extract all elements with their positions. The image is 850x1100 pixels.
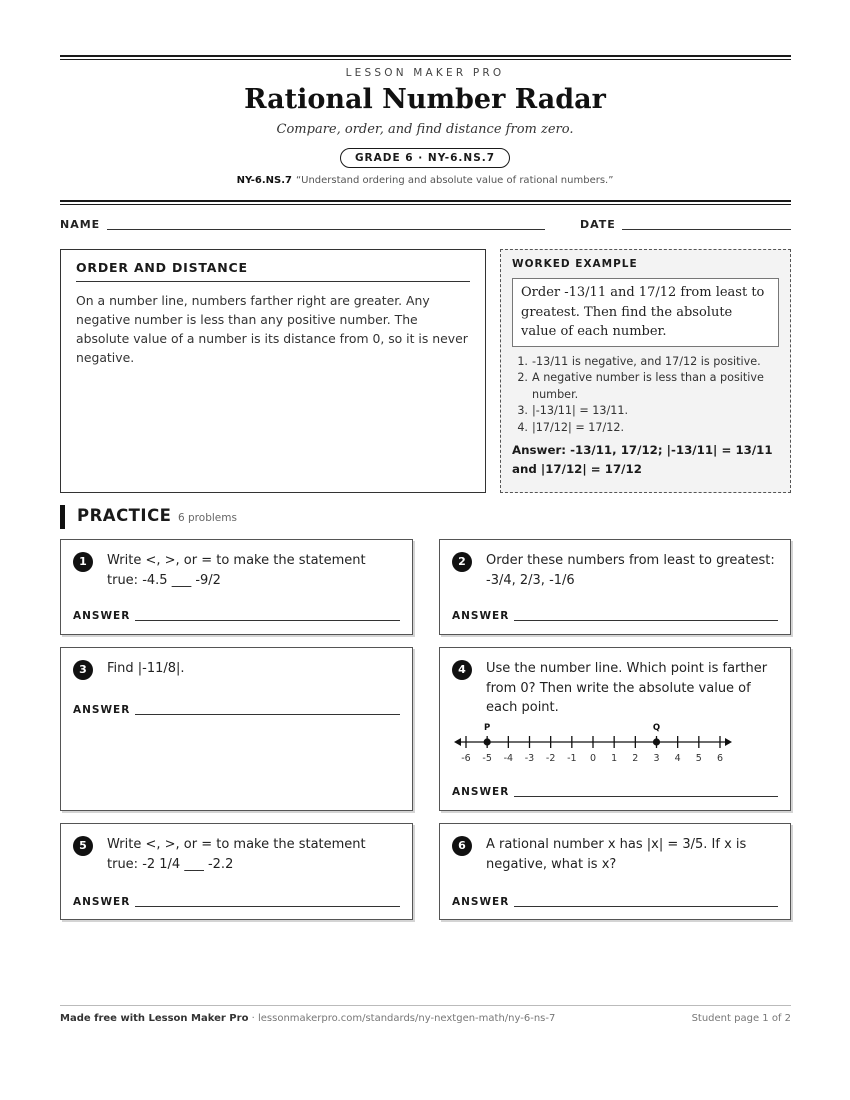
problem-card-2 bbox=[439, 539, 791, 635]
footer-page-number: Student page 1 of 2 bbox=[691, 1013, 791, 1024]
tick-label: -5 bbox=[482, 753, 492, 764]
answer-row bbox=[452, 896, 778, 910]
arrow-left-icon bbox=[454, 738, 461, 746]
answer-label: ANSWER bbox=[73, 896, 131, 908]
name-field[interactable] bbox=[107, 229, 545, 230]
worked-example-answer: Answer: -13/11, 17/12; |-13/11| = 13/11 and |17/12| = 17/12 bbox=[512, 443, 773, 476]
problem-card-3 bbox=[60, 647, 413, 811]
concept-body: On a number line, numbers farther right are greater. Any negative number is less than any positive number. The absolute value of a number is its distance from 0, so it is never negative. bbox=[76, 293, 468, 365]
problem-text: Use the number line. Which point is farther from 0? Then write the absolute value of each point. bbox=[486, 661, 768, 715]
date-label: DATE bbox=[580, 218, 616, 231]
answer-label: ANSWER bbox=[73, 610, 131, 622]
problem-number: 1 bbox=[73, 552, 93, 572]
answer-label: ANSWER bbox=[452, 786, 510, 798]
problem-card-5 bbox=[60, 823, 413, 920]
problem-card-1 bbox=[60, 539, 413, 635]
tick-label: 6 bbox=[716, 753, 724, 764]
tick-label: -2 bbox=[545, 753, 556, 764]
step-item: 3. |-13/11| = 13/11. bbox=[517, 404, 629, 417]
problem-number: 4 bbox=[452, 660, 472, 680]
practice-accent-bar bbox=[60, 505, 65, 529]
tick-label: 0 bbox=[589, 753, 597, 764]
tick-label: 3 bbox=[653, 753, 660, 764]
answer-field[interactable] bbox=[135, 714, 400, 715]
header-bottom-rule bbox=[60, 200, 791, 205]
standard-text: “Understand ordering and absolute value of rational numbers.” bbox=[295, 175, 614, 186]
number-line-point bbox=[484, 738, 491, 745]
number-line bbox=[452, 722, 742, 766]
footer-url[interactable]: · lessonmakerpro.com/standards/ny-nextgen-math/ny-6-ns-7 bbox=[251, 1013, 556, 1024]
answer-row bbox=[73, 704, 400, 718]
page-title: Rational Number Radar bbox=[244, 84, 606, 115]
problem-card-6 bbox=[439, 823, 791, 920]
answer-label: ANSWER bbox=[73, 704, 131, 716]
problem-card-4 bbox=[439, 647, 791, 811]
step-item: 2. A negative number is less than a positive number. bbox=[517, 371, 764, 401]
point-label: Q bbox=[652, 723, 661, 733]
answer-field[interactable] bbox=[514, 796, 778, 797]
concept-heading: ORDER AND DISTANCE bbox=[76, 260, 470, 282]
footer-made-with: Made free with Lesson Maker Pro bbox=[60, 1013, 249, 1024]
answer-row bbox=[73, 896, 400, 910]
answer-field[interactable] bbox=[135, 620, 400, 621]
practice-title: PRACTICE bbox=[77, 506, 172, 525]
worked-example-heading: WORKED EXAMPLE bbox=[512, 258, 638, 270]
grade-badge: GRADE 6 · NY-6.NS.7 bbox=[340, 148, 510, 168]
tick-label: 2 bbox=[632, 753, 639, 764]
worked-example-card bbox=[500, 249, 791, 493]
tick-label: -3 bbox=[524, 753, 535, 764]
problem-number: 3 bbox=[73, 660, 93, 680]
step-item: 4. |17/12| = 17/12. bbox=[517, 420, 625, 434]
problem-text: Order these numbers from least to greatest: -3/4, 2/3, -1/6 bbox=[486, 553, 775, 588]
grade-badge-wrap bbox=[0, 146, 850, 168]
page-subtitle: Compare, order, and find distance from zero. bbox=[276, 122, 574, 137]
answer-label: ANSWER bbox=[452, 896, 510, 908]
problem-text: A rational number x has |x| = 3/5. If x is negative, what is x? bbox=[486, 837, 747, 872]
tick-label: 4 bbox=[674, 753, 681, 764]
standard-code: NY-6.NS.7 bbox=[236, 175, 292, 186]
answer-row bbox=[452, 786, 778, 800]
student-fields bbox=[60, 218, 791, 232]
tick-label: -6 bbox=[461, 753, 471, 764]
arrow-right-icon bbox=[725, 738, 732, 746]
footer-rule bbox=[60, 1005, 791, 1006]
answer-field[interactable] bbox=[135, 906, 400, 907]
problem-text: Find |-11/8|. bbox=[107, 661, 185, 676]
tick-label: 5 bbox=[695, 753, 702, 764]
problem-text: Write <, >, or = to make the statement true: -4.5 ___ -9/2 bbox=[107, 553, 366, 588]
point-label: P bbox=[484, 723, 491, 733]
practice-count: 6 problems bbox=[178, 512, 237, 524]
tick-label: -4 bbox=[503, 753, 514, 764]
worked-example-prompt: Order -13/11 and 17/12 from least to greatest. Then find the absolute value of each number. bbox=[512, 278, 779, 347]
header-top-rule bbox=[60, 55, 791, 60]
footer-credit bbox=[60, 1013, 555, 1024]
answer-field[interactable] bbox=[514, 620, 778, 621]
answer-row bbox=[73, 610, 400, 624]
problem-text: Write <, >, or = to make the statement true: -2 1/4 ___ -2.2 bbox=[107, 837, 366, 872]
answer-label: ANSWER bbox=[452, 610, 510, 622]
tick-label: 1 bbox=[611, 753, 618, 764]
brand-name: LESSON MAKER PRO bbox=[345, 67, 505, 79]
worked-example-steps bbox=[512, 354, 779, 437]
standard-line bbox=[0, 175, 850, 186]
concept-card bbox=[60, 249, 486, 493]
answer-row bbox=[452, 610, 778, 624]
number-line-point bbox=[653, 738, 660, 745]
problem-number: 2 bbox=[452, 552, 472, 572]
problem-number: 6 bbox=[452, 836, 472, 856]
problem-number: 5 bbox=[73, 836, 93, 856]
tick-label: -1 bbox=[567, 753, 577, 764]
name-label: NAME bbox=[60, 218, 101, 231]
step-item: 1. -13/11 is negative, and 17/12 is positive. bbox=[517, 354, 761, 368]
answer-field[interactable] bbox=[514, 906, 778, 907]
date-field[interactable] bbox=[622, 229, 791, 230]
